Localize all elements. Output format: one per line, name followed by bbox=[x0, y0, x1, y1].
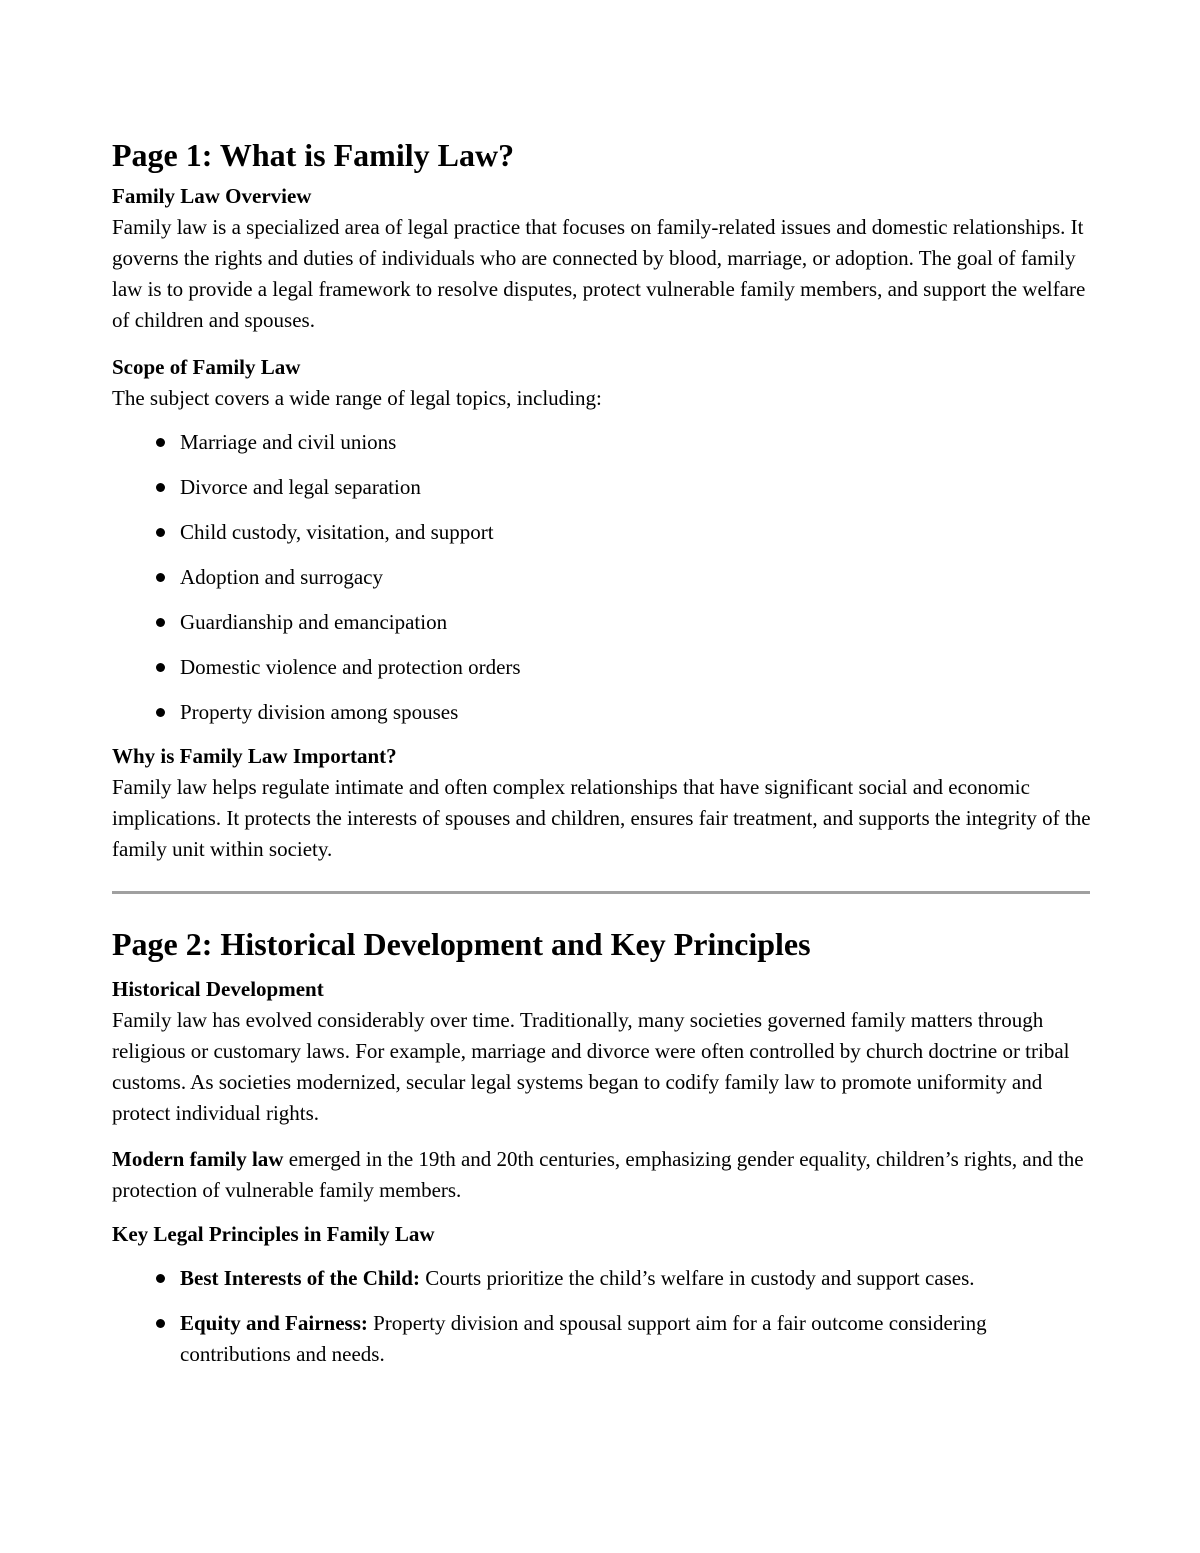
history-body: Family law has evolved considerably over time. Traditionally, many societies governed family matters through religious or customary laws. For example, marriage and divorce were often controlled by church doctrine or tribal customs. As societies modernized, secular legal systems began to codify family law to promote uniformity and protect individual rights. bbox=[112, 1008, 1070, 1125]
modern-paragraph bbox=[112, 1144, 1092, 1206]
principles-list bbox=[112, 1263, 1092, 1370]
section-divider bbox=[112, 891, 1090, 894]
list-item bbox=[112, 427, 1092, 458]
overview-heading: Family Law Overview bbox=[112, 184, 312, 208]
importance-body: Family law helps regulate intimate and often complex relationships that have significant social and economic implications. It protects the interests of spouses and children, ensures fair treatment, and supports the integrity of the family unit within society. bbox=[112, 775, 1091, 861]
list-item-text: Marriage and civil unions bbox=[180, 430, 397, 454]
importance-heading: Why is Family Law Important? bbox=[112, 744, 397, 768]
scope-heading: Scope of Family Law bbox=[112, 355, 301, 379]
page1-title: Page 1: What is Family Law? bbox=[112, 137, 515, 173]
page2-title: Page 2: Historical Development and Key Principles bbox=[112, 926, 811, 962]
principle-term: Equity and Fairness: bbox=[180, 1311, 368, 1335]
list-item-text: Adoption and surrogacy bbox=[180, 565, 383, 589]
bullet-icon bbox=[156, 438, 165, 447]
list-item bbox=[112, 652, 1092, 683]
list-item-text: Child custody, visitation, and support bbox=[180, 520, 494, 544]
bullet-icon bbox=[156, 1274, 165, 1283]
bullet-icon bbox=[156, 663, 165, 672]
list-item bbox=[112, 472, 1092, 503]
bullet-icon bbox=[156, 618, 165, 627]
scope-list bbox=[112, 427, 1092, 728]
list-item bbox=[112, 607, 1092, 638]
principle-text: Property division and spousal support aim for a fair outcome considering contributions and needs. bbox=[180, 1311, 987, 1366]
modern-lead: Modern family law bbox=[112, 1147, 284, 1171]
list-item bbox=[112, 562, 1092, 593]
bullet-icon bbox=[156, 1319, 165, 1328]
bullet-icon bbox=[156, 528, 165, 537]
list-item bbox=[112, 517, 1092, 548]
list-item-text: Domestic violence and protection orders bbox=[180, 655, 521, 679]
overview-body: Family law is a specialized area of legal practice that focuses on family-related issues and domestic relationships. It governs the rights and duties of individuals who are connected by blood, marriage, or adoption. The goal of family law is to provide a legal framework to resolve disputes, protect vulnerable family members, and support the welfare of children and spouses. bbox=[112, 215, 1086, 332]
list-item bbox=[112, 1308, 1092, 1370]
principle-term: Best Interests of the Child: bbox=[180, 1266, 420, 1290]
bullet-icon bbox=[156, 573, 165, 582]
list-item-text: Property division among spouses bbox=[180, 700, 459, 724]
scope-intro: The subject covers a wide range of legal topics, including: bbox=[112, 386, 602, 410]
list-item-text: Guardianship and emancipation bbox=[180, 610, 448, 634]
list-item bbox=[112, 697, 1092, 728]
bullet-icon bbox=[156, 483, 165, 492]
list-item bbox=[112, 1263, 1092, 1294]
list-item-text: Divorce and legal separation bbox=[180, 475, 421, 499]
principles-heading: Key Legal Principles in Family Law bbox=[112, 1222, 435, 1246]
principle-text: Courts prioritize the child’s welfare in custody and support cases. bbox=[419, 1266, 975, 1290]
bullet-icon bbox=[156, 708, 165, 717]
history-heading: Historical Development bbox=[112, 977, 324, 1001]
modern-rest: emerged in the 19th and 20th centuries, emphasizing gender equality, children’s rights, and the protection of vulnerable family members. bbox=[112, 1147, 1084, 1202]
